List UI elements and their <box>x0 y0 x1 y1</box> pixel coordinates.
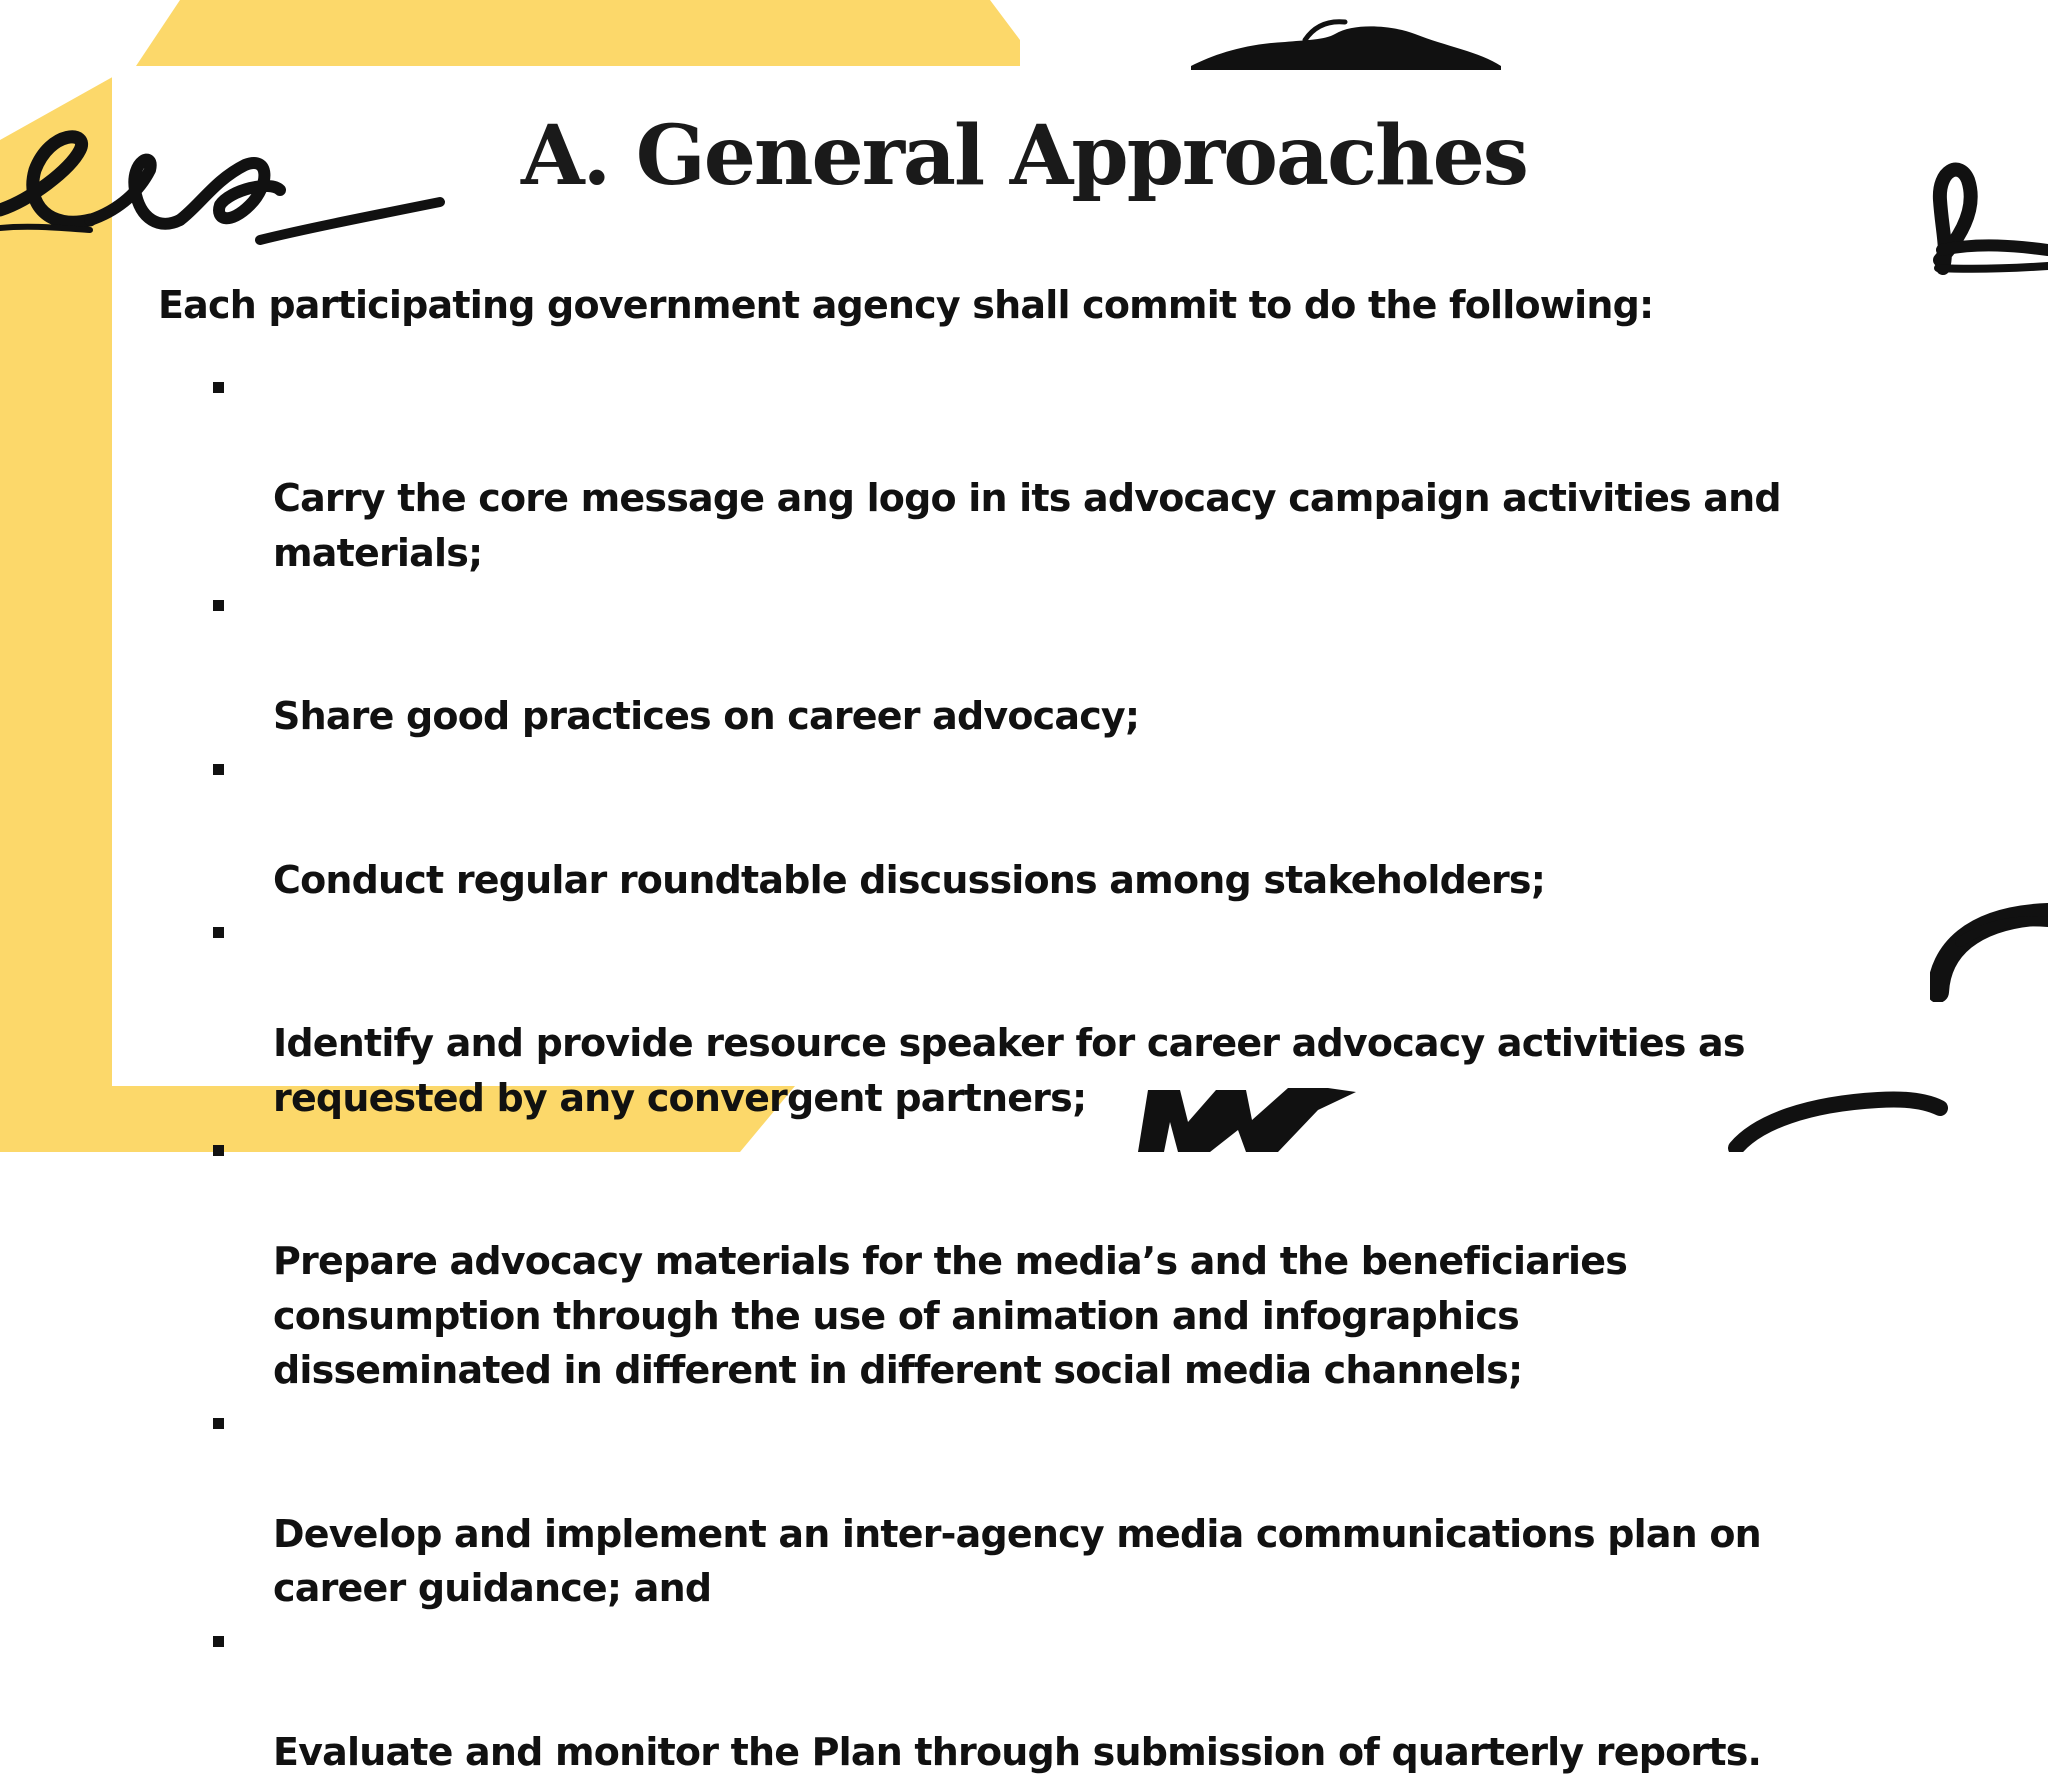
bullet-text: Develop and implement an inter-agency media communications plan on career guidance; and <box>273 1512 1761 1611</box>
bullet-text: Share good practices on career advocacy; <box>273 694 1139 738</box>
bullet-item <box>200 1398 1940 1616</box>
bullet-item <box>200 1616 1940 1779</box>
square-bullet-icon <box>213 600 224 611</box>
bullet-text: Conduct regular roundtable discussions among stakeholders; <box>273 858 1545 902</box>
square-bullet-icon <box>213 927 224 938</box>
bullet-item <box>200 1125 1940 1398</box>
bullet-item <box>200 580 1940 744</box>
top-brush <box>1185 14 1505 70</box>
square-bullet-icon <box>213 1636 224 1647</box>
bullet-item <box>200 362 1940 580</box>
bullet-text: Prepare advocacy materials for the media’s and the beneficiaries consumption through the use of animation and infographics disseminated in different in different social media channels; <box>273 1239 1627 1392</box>
bullet-text: Identify and provide resource speaker for career advocacy activities as requested by any convergent partners; <box>273 1021 1745 1120</box>
bullet-text: Evaluate and monitor the Plan through submission of quarterly reports. <box>273 1730 1761 1774</box>
bullet-item <box>200 907 1940 1125</box>
bullet-list <box>200 362 1940 1779</box>
square-bullet-icon <box>213 1418 224 1429</box>
bullet-item <box>200 744 1940 908</box>
intro-text: Each participating government agency shall commit to do the following: <box>158 283 1653 327</box>
square-bullet-icon <box>213 1145 224 1156</box>
lower-right-brush <box>1930 892 2048 1002</box>
square-bullet-icon <box>213 764 224 775</box>
slide-title: A. General Approaches <box>0 108 2048 204</box>
square-bullet-icon <box>213 382 224 393</box>
bullet-text: Carry the core message ang logo in its advocacy campaign activities and materials; <box>273 476 1781 575</box>
